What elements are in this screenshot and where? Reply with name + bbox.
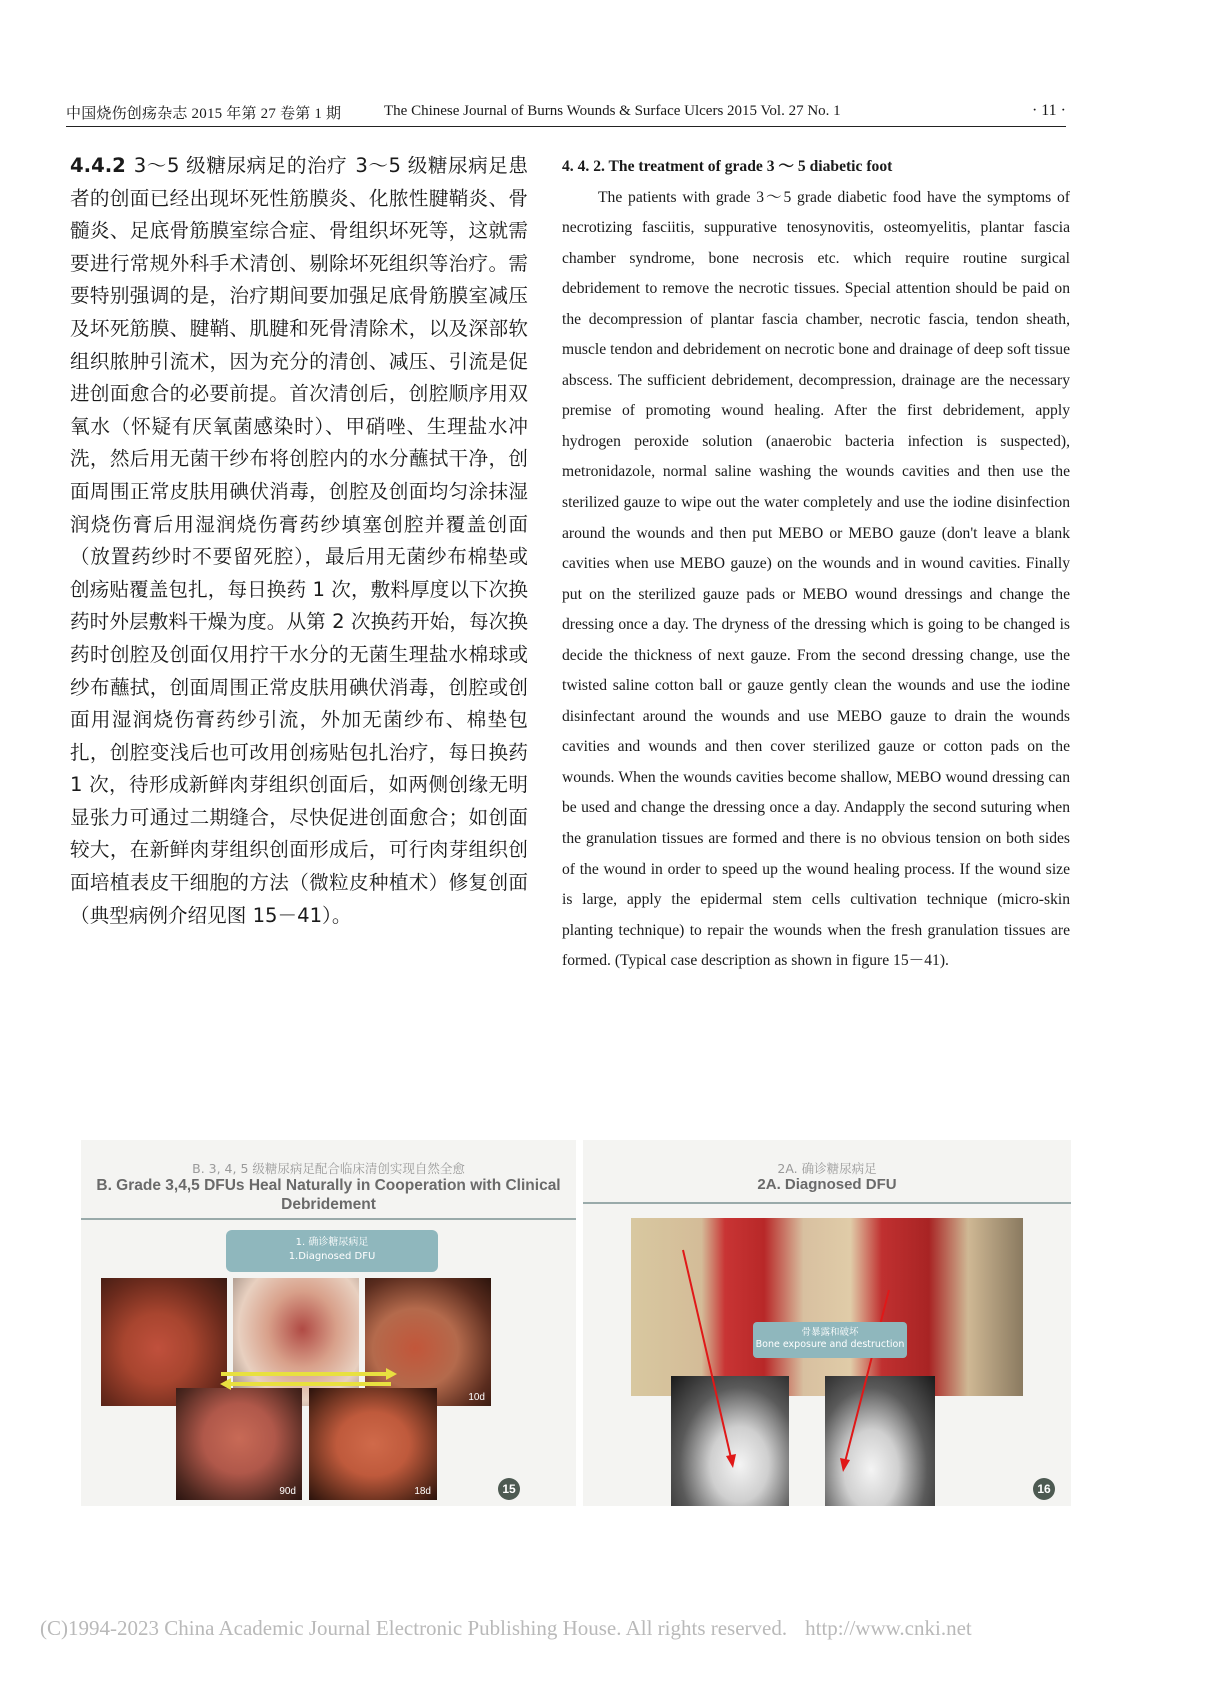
page-number: · 11 · [1031,102,1066,119]
section-body-cn: 3～5 级糖尿病足患者的创面已经出现坏死性筋膜炎、化脓性腱鞘炎、骨髓炎、足底骨筋膜室综合症、骨组织坏死等，这就需要进行常规外科手术清创、剔除坏死组织等治疗。需要特别强调的是，治疗期间要加强足底骨筋膜室减压及坏死筋膜、腱鞘、肌腱和死骨清除术，以及深部软组织脓肿引流术，因为充分的清创、减压、引流是促进创面愈合的必要前提。首次清创后，创腔顺序用双氧水（怀疑有厌氧菌感染时）、甲硝唑、生理盐水冲洗，然后用无菌干纱布将创腔内的水分蘸拭干净，创面周围正常皮肤用碘伏消毒，创腔及创面均匀涂抹湿润烧伤膏后用湿润烧伤膏药纱填塞创腔并覆盖创面（放置药纱时不要留死腔），最后用无菌纱布棉垫或创疡贴覆盖包扎，每日换药 1 次，敷料厚度以下次换药时外层敷料干燥为度。从第 2 次换药开始，每次换药时创腔及创面仅用拧干水分的无菌生理盐水棉球或纱布蘸拭，创面周围正常皮肤用碘伏消毒，创腔或创面用湿润烧伤膏药纱引流，外加无菌纱布、棉垫包扎，创腔变浅后也可改用创疡贴包扎治疗，每日换药 1 次，待形成新鲜肉芽组织创面后，如两侧创缘无明显张力可通过二期缝合，尽快促进创面愈合；如创面较大，在新鲜肉芽组织创面形成后，可行肉芽组织创面培植表皮干细胞的方法（微粒皮种植术）修复创面（典型病例介绍见图 15－41）。 [70,154,528,927]
cnki-link[interactable]: http://www.cnki.net [805,1616,972,1640]
copyright-text: (C)1994-2023 China Academic Journal Electronic Publishing House. All rights reserved. [40,1616,788,1640]
running-header [66,102,1066,124]
pointer-arrow-right [845,1290,889,1462]
figure-15-number-badge: 15 [498,1478,520,1500]
photo-day-tag: 10d [468,1392,485,1403]
figure-15-caption-cn: B. 3, 4, 5 级糖尿病足配合临床清创实现自然全愈 [192,1161,465,1176]
journal-title-cn: 中国烧伤创疡杂志 2015 年第 27 卷第 1 期 [66,106,342,122]
badge-label-en: Bone exposure and destruction [755,1339,905,1350]
badge-label-cn: 骨暴露和破坏 [801,1327,859,1338]
photo-day-tag: 18d [414,1486,431,1497]
section-number: 4.4.2 [70,154,126,177]
figure-15-caption-en: B. Grade 3,4,5 DFUs Heal Naturally in Cooperation with Clinical Debridement [96,1177,561,1213]
figure-16 [583,1140,1071,1506]
pointer-arrow-left [683,1250,731,1458]
chinese-text-column [70,150,528,932]
figure-15 [81,1140,576,1506]
arrow-forward-head [386,1368,397,1380]
header-rule [66,126,1066,127]
section-body-en: The patients with grade 3～5 grade diabetic food have the symptoms of necrotizing fasciitis, suppurative tenosynovitis, osteomyelitis, plantar fascia chamber syndrome, bone necrosis etc. which require routine surgical debridement to remove the necrotic tissues. Special attention should be paid on the decompression of plantar fascia chamber, necrotic fascia, tendon sheath, muscle tendon and debridement on necrotic bone and drainage of deep soft tissue abscess. The sufficient debridement, decompression, drainage are the necessary premise of promoting wound healing. After the first debridement, apply hydrogen peroxide solution (anaerobic bacteria infection is suspected), metronidazole, normal saline washing the wounds cavities and then use the sterilized gauze to wipe out the water completely and use the iodine disinfection around the wounds and then put MEBO or MEBO gauze (don't leave a blank cavities when use MEBO gauze) on the wounds and in wound cavities. Finally put on the sterilized gauze pads or MEBO wound dressings and change the dressing once a day. The dryness of the dressing which is going to be changed is decide the thickness of next gauze. From the second dressing change, use the twisted saline cotton ball or gauze gently clean the wounds and use the iodine disinfectant around the wounds and use MEBO gauze to drain the wounds cavities and wounds and then cover sterilized gauze or cotton pads on the wounds. When the wounds cavities become shallow, MEBO wound dressing can be used and change the dressing once a day. Andapply the second suturing when the granulation tissues are formed and there is no obvious tension on both sides of the wound in order to speed up the wound healing process. If the wound size is large, apply the epidermal stem cells cultivation technique (micro-skin planting technique) to repair the wounds when the fresh granulation tissues are formed. (Typical case description as shown in figure 15－41). [562,188,1070,970]
badge-label-en: 1.Diagnosed DFU [288,1251,376,1262]
arrow-back-head [220,1378,231,1390]
photo-day-tag: 90d [279,1486,296,1497]
badge-label-cn: 1. 确诊糖尿病足 [295,1237,369,1248]
figure-16-caption-cn: 2A. 确诊糖尿病足 [777,1161,877,1176]
english-text-column [562,152,1070,977]
figure-16-label-badge [753,1322,907,1358]
journal-title-en: The Chinese Journal of Burns Wounds & Surface Ulcers 2015 Vol. 27 No. 1 [384,103,841,119]
timeline-arrows [81,1140,576,1506]
section-heading-en: 4. 4. 2. The treatment of grade 3 ～ 5 diabetic foot [562,158,893,175]
pointer-arrow-right-head [840,1458,850,1472]
figure-16-number-badge: 16 [1033,1478,1055,1500]
pointer-arrow-left-head [726,1454,736,1468]
copyright-footer [40,1616,1200,1641]
section-title-cn: 3～5 级糖尿病足的治疗 [133,154,348,177]
figure-16-caption-en: 2A. Diagnosed DFU [757,1176,897,1193]
